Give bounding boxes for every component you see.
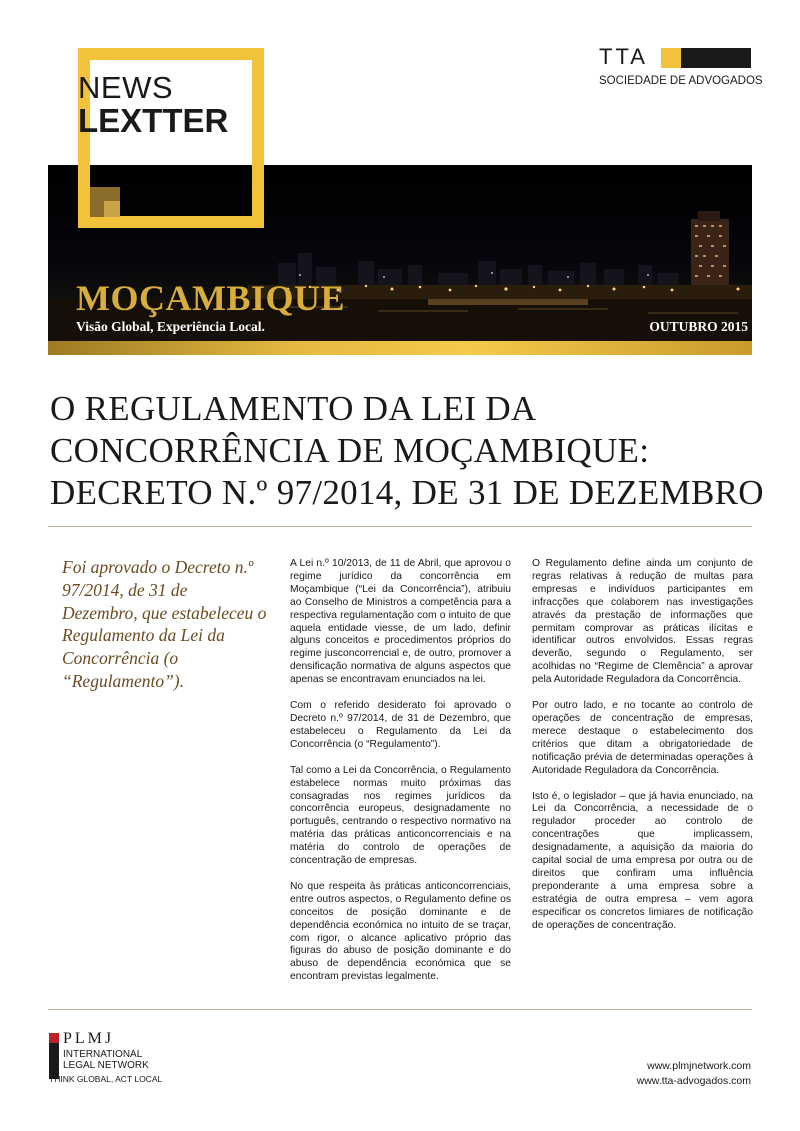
footer-link-plmj[interactable]: www.plmjnetwork.com (647, 1060, 751, 1072)
tta-logo-text: TTA (599, 44, 648, 69)
article-column-2 (532, 558, 753, 945)
plmj-network-name: PLMJ (63, 1030, 115, 1047)
headline-line: DECRETO N.º 97/2014, DE 31 DE DEZEMBRO (50, 473, 764, 512)
article-paragraph: A Lei n.º 10/2013, de 11 de Abril, que aprovou o regime jurídico da concorrência em Moçambique (“Lei da Concorrência”), atribuiu ao Conselho de Ministros a competência para a respectiva regulamentação com o intuito de que aquela entidade viesse, de um lado, definir alguns conceitos e procedimentos próprios do regime jusconcorrencial e, de outro, promover a densificação normativa de alguns aspectos que apenas se encontravam enunciados na lei. (290, 558, 511, 686)
tta-firm-subtitle: SOCIEDADE DE ADVOGADOS (599, 75, 763, 87)
article-paragraph: Tal como a Lei da Concorrência, o Regulamento estabelece normas muito próximas das consagradas nos regimes jurídicos da concorrência europeus, designadamente no português, centrando o respectivo normativo na matéria das práticas anticoncorrenciais e na matéria do controlo de operações de concentração de empresas. (290, 764, 511, 867)
plmj-logo (49, 1030, 189, 1087)
article-column-1 (290, 558, 511, 997)
plmj-network-description (63, 1050, 149, 1071)
article-paragraph: O Regulamento define ainda um conjunto de regras relativas à redução de multas para empresas e indivíduos participantes em infracções que colaborem nas investigações através da prestação de informações que permitam comprovar as práticas ilícitas e identificar outros envolvidos. Essas regras deverão, segundo o Regulamento, ser acolhidas no “Regime de Clemência” a aprovar pela Autoridade Reguladora da Concorrência. (532, 558, 753, 686)
banner-tagline: Visão Global, Experiência Local. (76, 319, 265, 334)
article-headline (50, 388, 764, 514)
headline-line: CONCORRÊNCIA DE MOÇAMBIQUE: (50, 431, 650, 470)
footer-divider (48, 1009, 752, 1010)
banner-issue-date: OUTUBRO 2015 (649, 319, 748, 334)
newsletter-title-news: NEWS (78, 70, 173, 105)
article-paragraph: No que respeita às práticas anticoncorrenciais, entre outros aspectos, o Regulamento define os conceitos de posição dominante e de dependência económica no intuito de se traçar, com rigor, o alcance aplicativo próprio das figuras do abuso de posição dominante e do abuso de dependência económica que se encontram previstas legalmente. (290, 880, 511, 983)
tta-logo (599, 44, 763, 90)
footer-links (637, 1059, 751, 1089)
article-lede: Foi aprovado o Decreto n.º 97/2014, de 31 de Dezembro, que estabeleceu o Regulamento da Lei da Concorrência (o “Regulamento”). (62, 557, 267, 691)
plmj-tagline: THINK GLOBAL, ACT LOCAL (49, 1074, 163, 1084)
banner-country-title: MOÇAMBIQUE (76, 278, 345, 318)
gold-strip-divider (48, 341, 752, 355)
footer-link-tta[interactable]: www.tta-advogados.com (636, 1075, 751, 1087)
headline-line: O REGULAMENTO DA LEI DA (50, 389, 537, 428)
article-paragraph: Isto é, o legislador – que já havia enunciado, na Lei da Concorrência, a necessidade de o regulador proceder ao controlo de concentrações que implicassem, designadamente, a aquisição da maioria do capital social de uma empresa por outra ou de direitos que confiram uma influência preponderante a uma empresa sobre a estratégia de outra empresa – vem agora especificar os concretos limiares de notificação de operações de concentração. (532, 790, 753, 931)
plmj-network-line: INTERNATIONAL (63, 1049, 143, 1060)
newsletter-title-lextter: LEXTTER (78, 102, 229, 139)
tta-logo-black-bar (681, 48, 751, 68)
headline-divider (48, 526, 752, 527)
plmj-network-line: LEGAL NETWORK (63, 1059, 149, 1071)
gold-square-accent-inner (104, 201, 120, 217)
tta-logo-gold-square (661, 48, 681, 68)
plmj-logo-red-square (49, 1033, 59, 1043)
article-paragraph: Com o referido desiderato foi aprovado o Decreto n.º 97/2014, de 31 de Dezembro, que estabeleceu o Regulamento da Lei da Concorrência (o “Regulamento”). (290, 700, 511, 750)
article-paragraph: Por outro lado, e no tocante ao controlo de operações de concentração de empresas, merece destaque o estabelecimento dos critérios que ditam a obrigatoriedade de notificação prévia de determinadas operações à Autoridade Reguladora da Concorrência. (532, 700, 753, 776)
